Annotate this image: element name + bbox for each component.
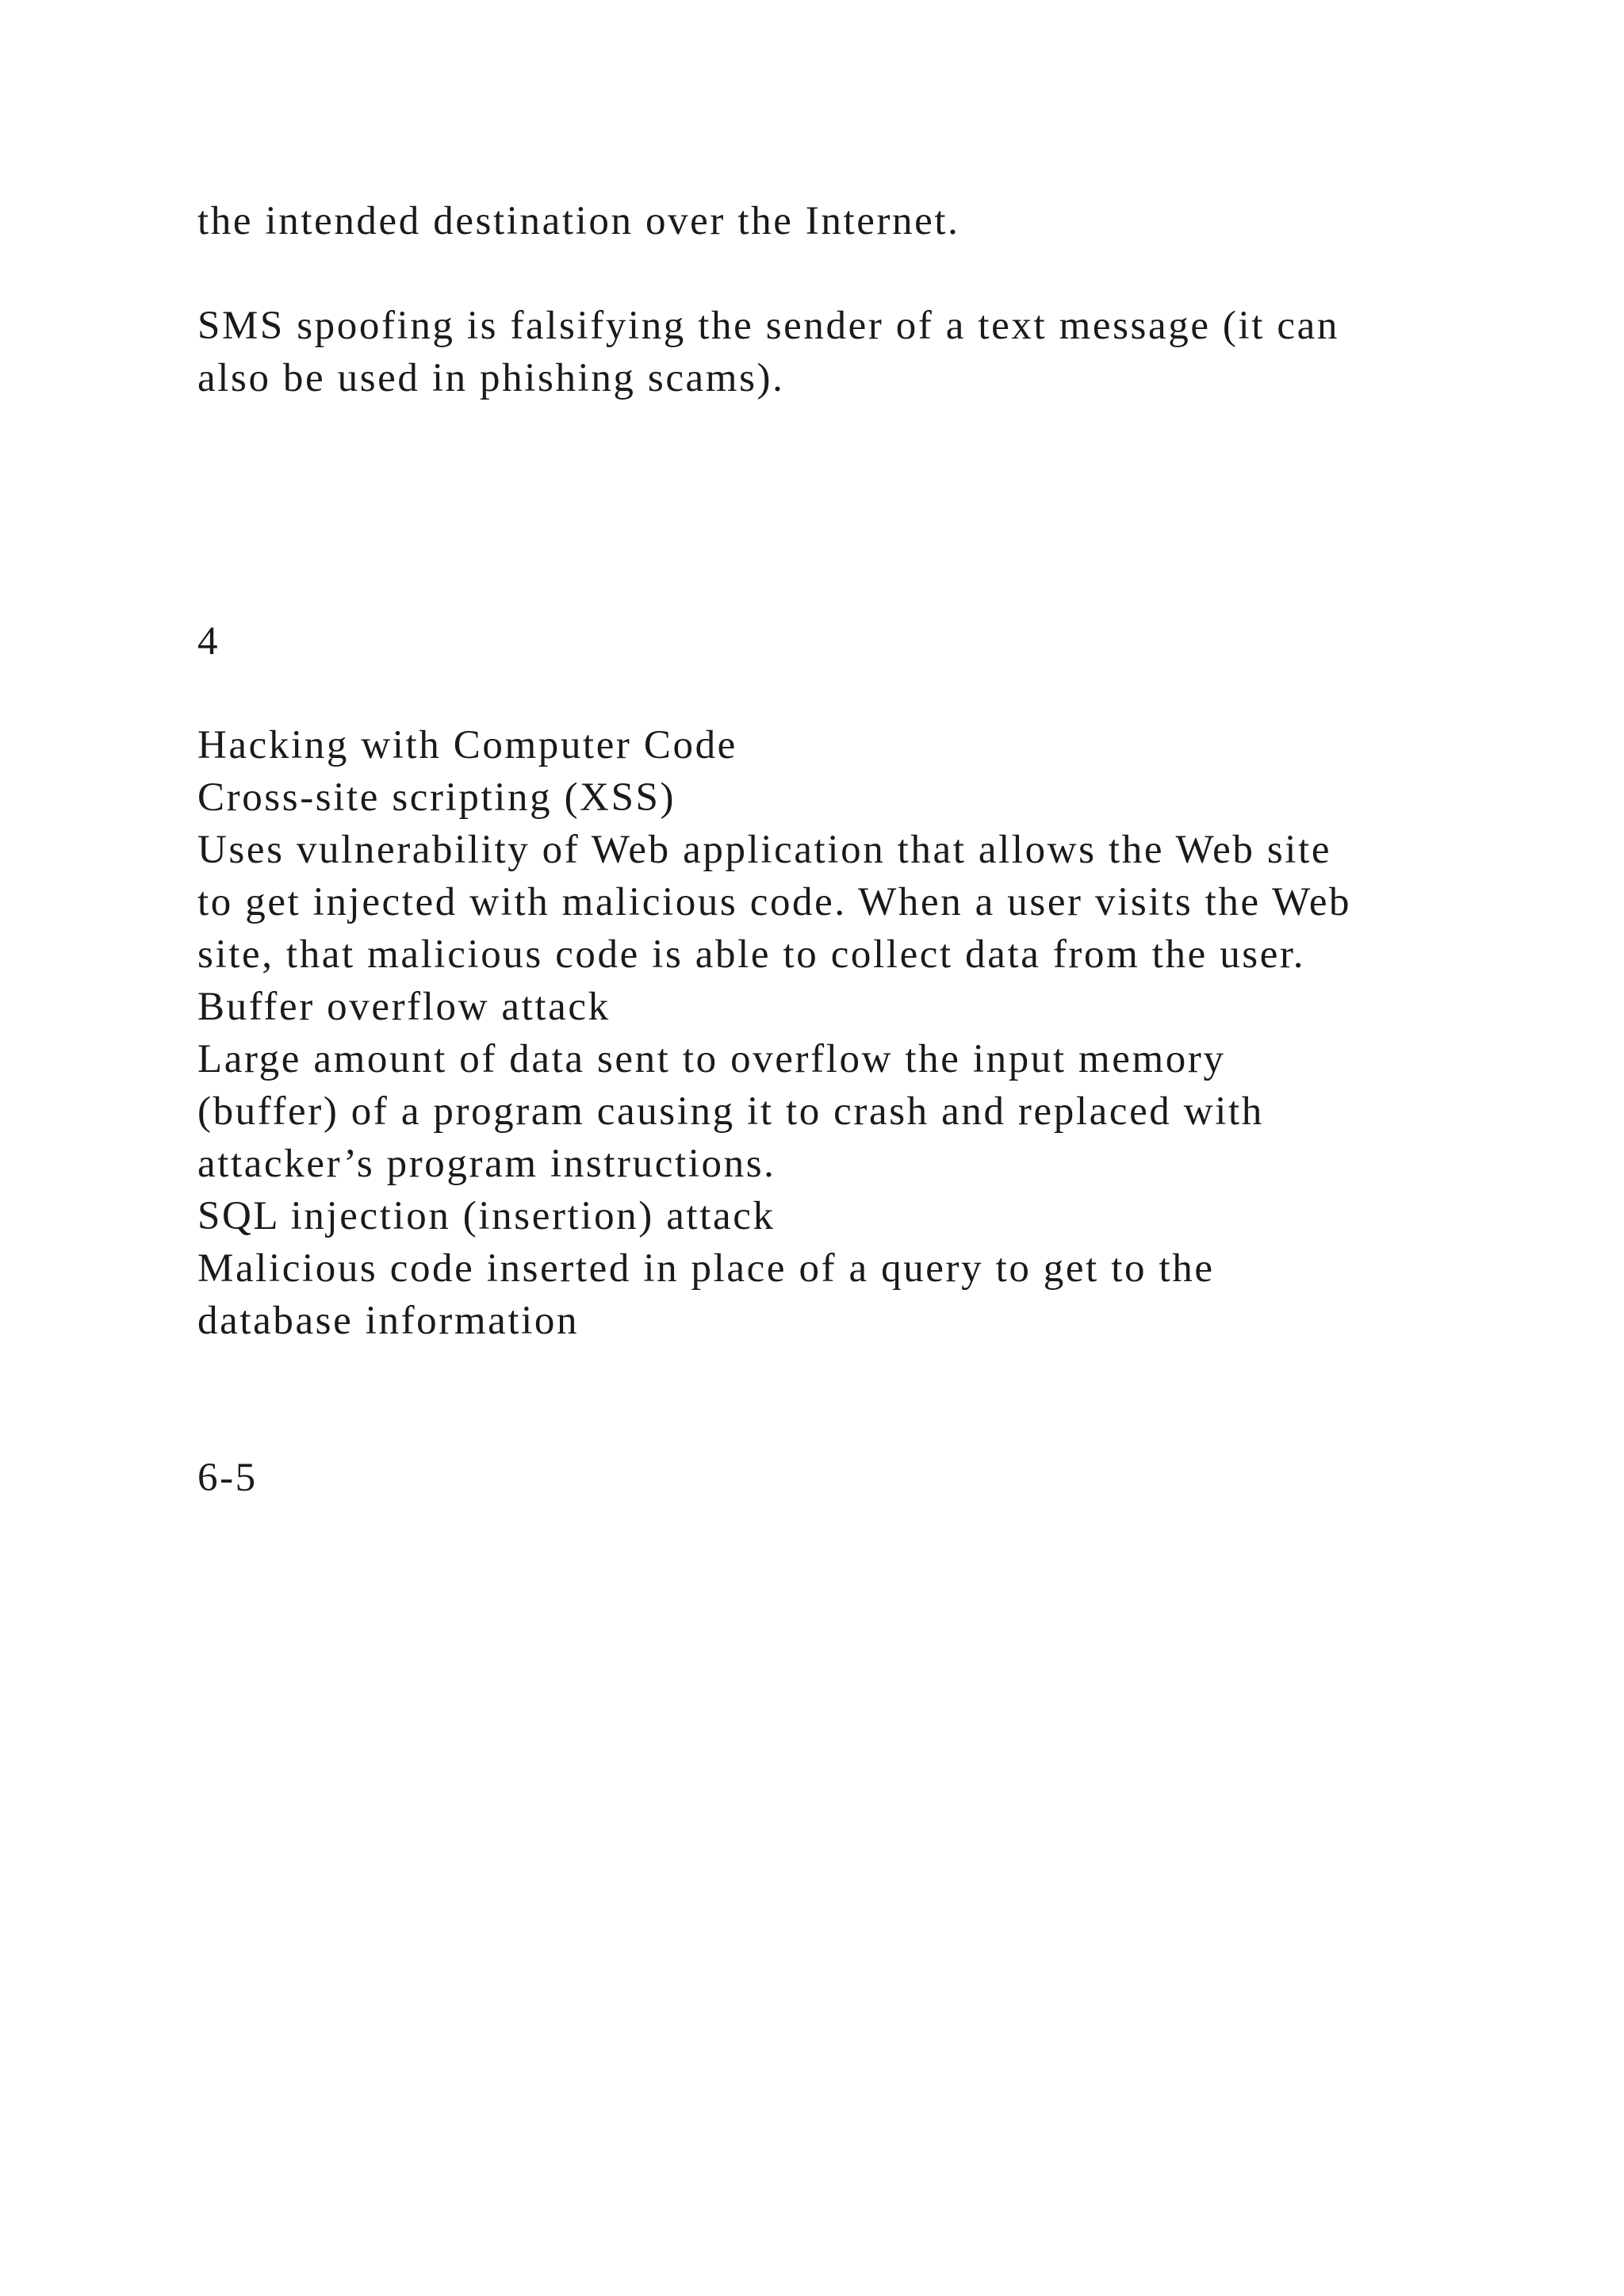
sql-injection-heading: SQL injection (insertion) attack (197, 1194, 776, 1238)
buffer-overflow-desc-line-1: Large amount of data sent to overflow the input memory (197, 1037, 1226, 1081)
slide-number-4: 4 (197, 619, 220, 664)
xss-desc-line-2: to get injected with malicious code. When a user visits the Web (197, 880, 1352, 924)
slide-number-6-5: 6-5 (197, 1456, 258, 1500)
xss-desc-line-1: Uses vulnerability of Web application that allows the Web site (197, 828, 1332, 872)
xss-desc-line-3: site, that malicious code is able to collect data from the user. (197, 932, 1306, 977)
buffer-overflow-heading: Buffer overflow attack (197, 985, 611, 1029)
intro-line-3: also be used in phishing scams). (197, 356, 785, 400)
buffer-overflow-desc-line-2: (buffer) of a program causing it to crash and replaced with (197, 1089, 1264, 1134)
intro-line-1: the intended destination over the Internet. (197, 199, 960, 243)
intro-line-2: SMS spoofing is falsifying the sender of a text message (it can (197, 304, 1339, 348)
section-heading: Hacking with Computer Code (197, 723, 737, 767)
sql-injection-desc-line-2: database information (197, 1299, 580, 1343)
buffer-overflow-desc-line-3: attacker’s program instructions. (197, 1142, 776, 1186)
xss-heading: Cross-site scripting (XSS) (197, 775, 676, 820)
sql-injection-desc-line-1: Malicious code inserted in place of a query to get to the (197, 1246, 1215, 1291)
